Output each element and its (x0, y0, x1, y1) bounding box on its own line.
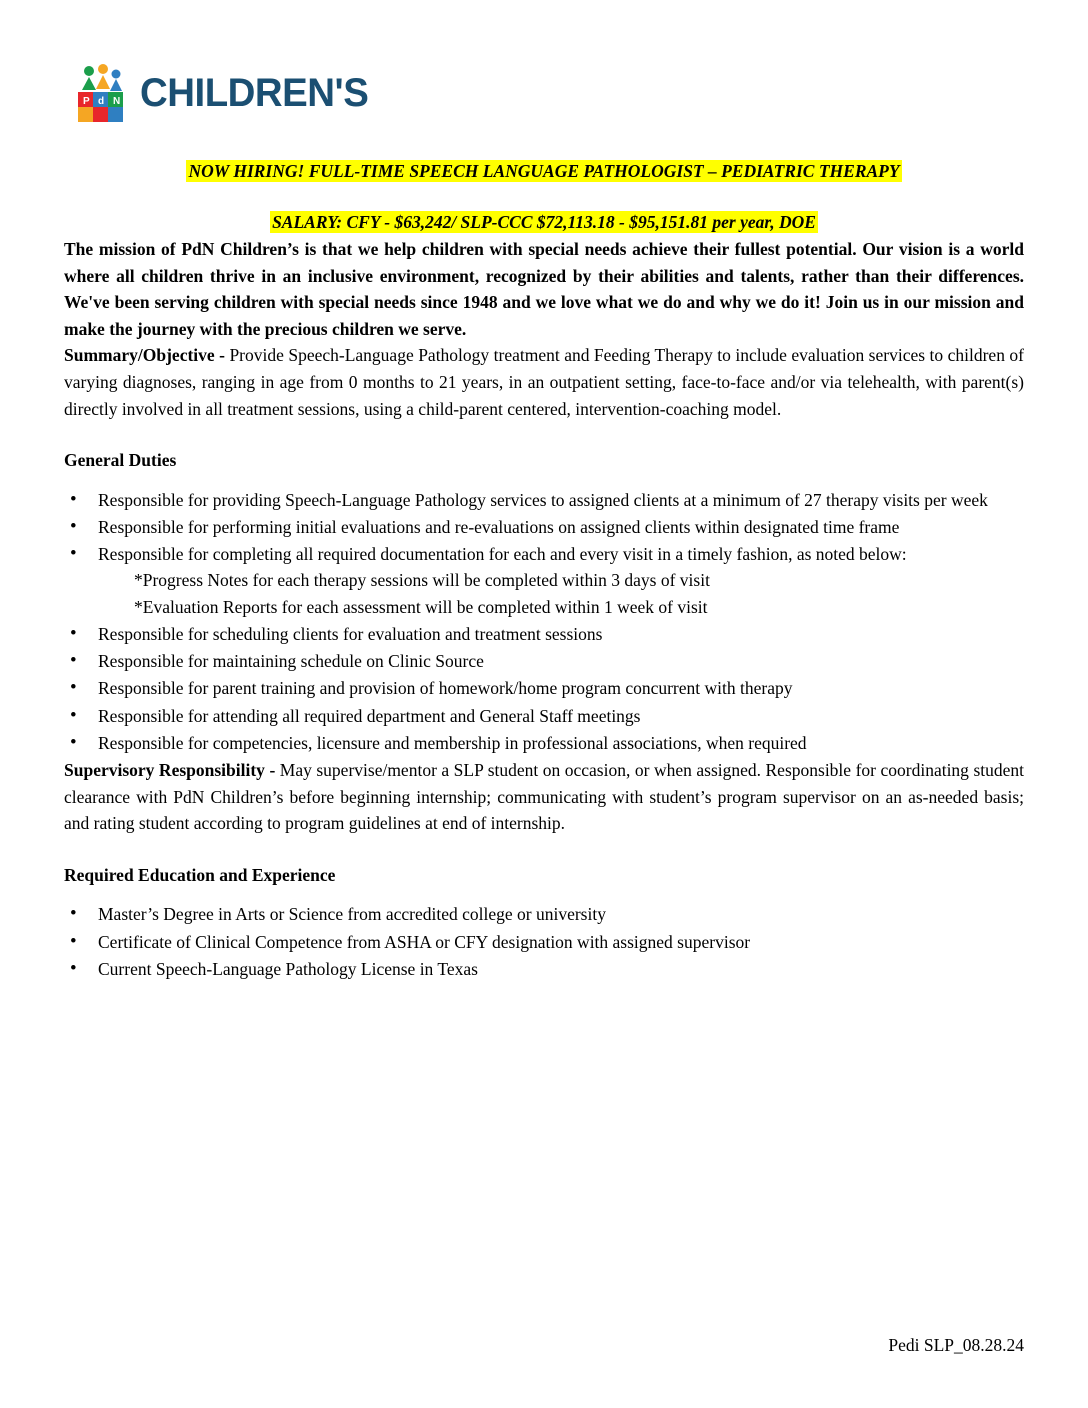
list-item-text: Master’s Degree in Arts or Science from accredited college or university (98, 904, 606, 925)
list-item (64, 541, 1024, 620)
list-item (64, 621, 1024, 647)
list-item-text: Responsible for competencies, licensure and membership in professional associations, when required (98, 732, 807, 753)
list-item-text: Responsible for attending all required department and General Staff meetings (98, 705, 641, 726)
list-item-text: Responsible for scheduling clients for evaluation and treatment sessions (98, 623, 603, 644)
education-title: Required Education and Experience (64, 864, 336, 885)
list-item-text: Certificate of Clinical Competence from ASHA or CFY designation with assigned supervisor (98, 931, 751, 952)
summary-paragraph (64, 342, 1024, 422)
list-item-text: Current Speech-Language Pathology License in Texas (98, 958, 478, 979)
blocks-logo-icon (72, 62, 130, 124)
list-item-text: Responsible for parent training and provision of homework/home program concurrent with therapy (98, 678, 793, 699)
mission-paragraph: The mission of PdN Children’s is that we help children with special needs achieve their fullest potential. Our vision is a world where all children thrive in an inclusive environment, recognized by their abilities and talents, rather than their differences. We've been serving children with special needs since 1948 and we love what we do and why we do it! Join us in our mission and make the journey with the precious children we serve. (64, 239, 1024, 339)
salary-heading (64, 209, 1024, 236)
list-item (64, 901, 1024, 927)
list-item (64, 730, 1024, 756)
svg-text:d: d (98, 96, 105, 107)
list-item (64, 648, 1024, 674)
document-footer: Pedi SLP_08.28.24 (888, 1335, 1024, 1355)
list-item-text: Responsible for performing initial evaluations and re-evaluations on assigned clients within designated time frame (98, 516, 900, 537)
sub-note: *Evaluation Reports for each assessment will be completed within 1 week of visit (134, 596, 708, 617)
list-item-text: Responsible for completing all required documentation for each and every visit in a timely fashion, as noted below: (98, 544, 907, 565)
list-item (64, 703, 1024, 729)
list-item (64, 487, 1024, 513)
general-duties-title: General Duties (64, 450, 177, 471)
supervisory-label: Supervisory Responsibility - (64, 760, 280, 781)
list-item-text: Responsible for providing Speech-Language Pathology services to assigned clients at a minimum of 27 therapy visits per week (98, 489, 988, 510)
summary-text: Provide Speech-Language Pathology treatment and Feeding Therapy to include evaluation services to children of varying diagnoses, ranging in age from 0 months to 21 years, in an outpatient setting, face-to-face and/or via telehealth, with parent(s) directly involved in all treatment sessions, using a child-parent centered, intervention-coaching model. (64, 345, 1024, 419)
now-hiring-heading (64, 158, 1024, 185)
list-item (64, 929, 1024, 955)
list-item (64, 514, 1024, 540)
list-item-text: Responsible for maintaining schedule on Clinic Source (98, 651, 484, 672)
logo-wordmark: CHILDREN'S (140, 71, 369, 115)
logo (72, 62, 1024, 124)
salary-text: SALARY: CFY - $63,242/ SLP-CCC $72,113.18 - $95,151.81 per year, DOE (272, 212, 816, 232)
svg-text:P: P (83, 96, 90, 107)
supervisory-text: May supervise/mentor a SLP student on occasion, or when assigned. Responsible for coordinating student clearance with PdN Children’s before beginning internship; communicating with student’s program supervisor on an as-needed basis; and rating student according to program guidelines at end of internship. (64, 760, 1024, 834)
supervisory-paragraph (64, 757, 1024, 837)
summary-label: Summary/Objective - (64, 345, 230, 366)
education-list (64, 901, 1024, 982)
svg-text:N: N (113, 96, 121, 107)
list-item (64, 675, 1024, 701)
list-item (64, 956, 1024, 982)
sub-note: *Progress Notes for each therapy sessions will be completed within 3 days of visit (134, 570, 710, 591)
now-hiring-text: NOW HIRING! FULL-TIME SPEECH LANGUAGE PATHOLOGIST – PEDIATRIC THERAPY (188, 161, 900, 181)
general-duties-list (64, 487, 1024, 757)
